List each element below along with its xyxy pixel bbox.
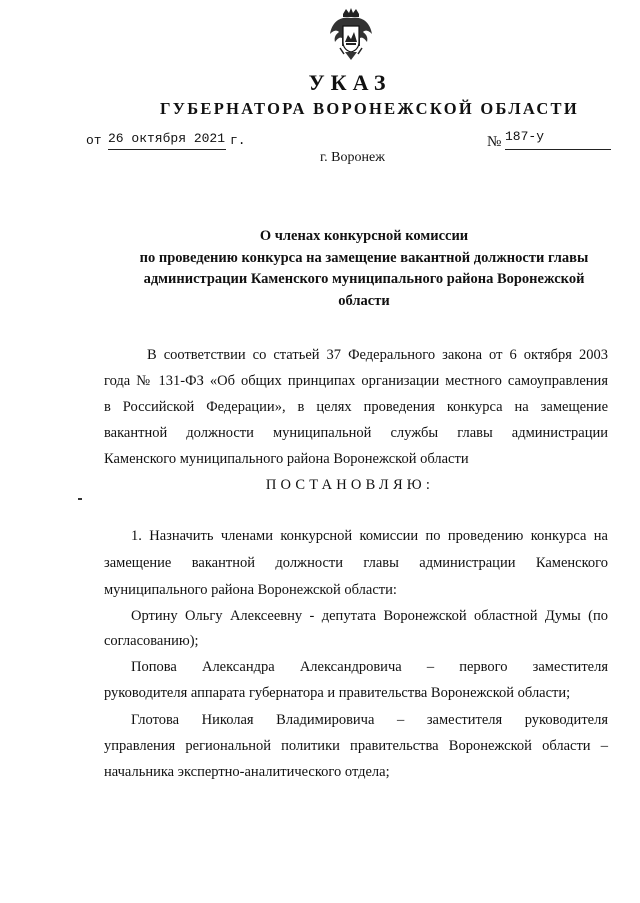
preamble-line: года № 131-ФЗ «Об общих принципах организации местного самоуправления bbox=[104, 373, 608, 389]
city-label: г. Воронеж bbox=[320, 150, 385, 165]
date-prefix: от bbox=[86, 133, 102, 148]
date-suffix: г. bbox=[230, 133, 246, 148]
member-line: Попова Александра Александровича – первого заместителя bbox=[131, 659, 608, 675]
date-value: 26 октября 2021 bbox=[108, 131, 226, 150]
member-line: управления региональной политики правительства Воронежской области – bbox=[104, 738, 608, 754]
preamble-line: вакантной должности муниципальной службы главы администрации bbox=[104, 425, 608, 441]
preamble-line: В соответствии со статьей 37 Федерального закона от 6 октября 2003 bbox=[147, 347, 608, 363]
title-line: области bbox=[338, 292, 390, 309]
title-line: по проведению конкурса на замещение вакантной должности главы bbox=[139, 249, 589, 266]
item-line: замещение вакантной должности главы администрации Каменского bbox=[104, 555, 608, 571]
member-line: Глотова Николая Владимировича – заместителя руководителя bbox=[131, 712, 608, 728]
member-line: Ортину Ольгу Алексеевну - депутата Воронежской областной Думы (по bbox=[131, 608, 608, 624]
margin-mark bbox=[78, 498, 82, 500]
member-line: начальника экспертно-аналитического отдела; bbox=[104, 764, 390, 780]
item-line: муниципального района Воронежской области: bbox=[104, 582, 397, 598]
coat-of-arms-icon bbox=[328, 8, 374, 64]
member-line: согласованию); bbox=[104, 633, 199, 649]
number-sign: № bbox=[487, 134, 502, 150]
title-line: О членах конкурсной комиссии bbox=[259, 228, 469, 244]
document-title bbox=[108, 226, 620, 312]
issuer-heading: ГУБЕРНАТОРА ВОРОНЕЖСКОЙ ОБЛАСТИ bbox=[160, 99, 579, 118]
document-number: 187-у bbox=[505, 129, 611, 150]
preamble-line: в Российской Федерации», в целях проведения конкурса на замещение bbox=[104, 399, 608, 415]
item-line: 1. Назначить членами конкурсной комиссии по проведению конкурса на bbox=[131, 528, 608, 544]
document-type-heading: УКАЗ bbox=[308, 70, 392, 95]
decree-word: ПОСТАНОВЛЯЮ: bbox=[265, 477, 435, 493]
preamble-line: Каменского муниципального района Воронежской области bbox=[104, 451, 469, 467]
title-line: администрации Каменского муниципального района Воронежской bbox=[143, 271, 585, 287]
member-line: руководителя аппарата губернатора и правительства Воронежской области; bbox=[104, 685, 571, 701]
